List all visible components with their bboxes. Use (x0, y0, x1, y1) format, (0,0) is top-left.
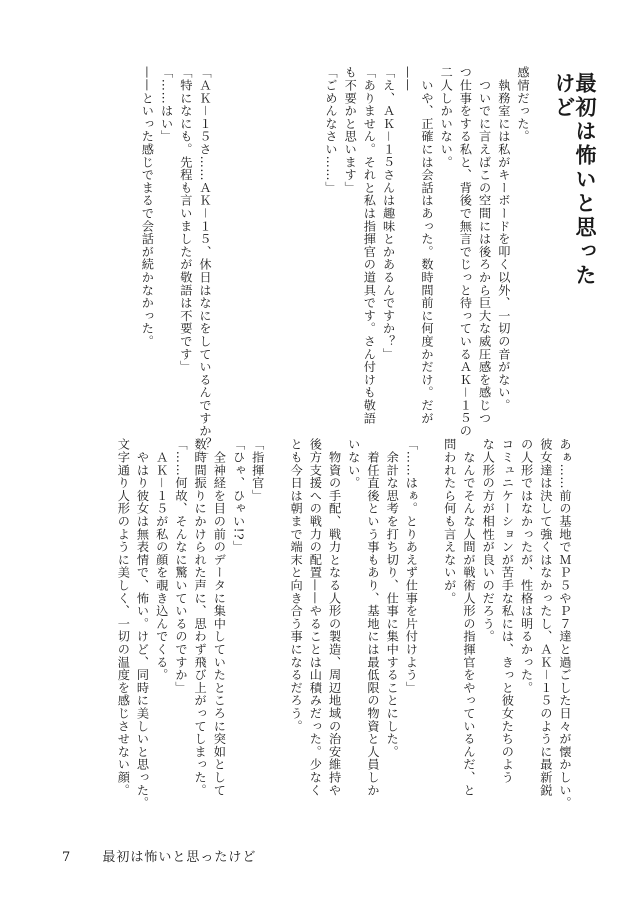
text-column: の人形ではなかったが、性格は明るかった。 (519, 438, 534, 694)
text-column: —— (400, 66, 415, 92)
text-column: いや、正確には会話はあった。数時間前に何度かだけ。だが (419, 66, 434, 425)
text-column: コミュニケーションが苦手な私には、きっと彼女たちのよう (500, 438, 515, 784)
text-column: 彼女達は決して強くはなかったし、ＡＫ－１５のように最新鋭 (538, 438, 553, 797)
text-column: 執務室には私がキーボードを叩く以外、一切の音がない。 (496, 66, 511, 412)
text-column: ＡＫ－１５が私の顔を覗き込んでくる。 (154, 438, 169, 682)
text-column (420, 438, 439, 800)
text-column: 「特になにも。先程も言いましたが敬語は不要です」 (178, 66, 193, 374)
chapter-title: 最初は怖いと思ったけど (552, 72, 598, 288)
text-column: 数時間振りにかけられた声に、思わず飛び上がってしまった。 (193, 438, 208, 797)
text-column: 着任直後という事もあり、基地には最低限の物資と人員しか (365, 438, 380, 797)
text-column: いない。 (346, 438, 361, 490)
text-column: とも今日は朝まで端末と向き合う事になるだろう。 (289, 438, 304, 733)
text-column (267, 438, 286, 800)
text-column: な人形の方が相性が良いのだろう。 (481, 438, 496, 643)
text-column: 「指揮官」 (250, 438, 265, 502)
text-column: 「ＡＫ－１５さ……ＡＫ－１５、休日はなにをしているんですか？」 (198, 66, 212, 463)
text-column: 「……何故、そんなに驚いているのですか」 (173, 438, 188, 694)
text-column: 二人しかいない。 (439, 66, 454, 169)
running-title: 最初は怖いと思ったけど (102, 850, 257, 865)
text-column: やはり彼女は無表情で、怖い。けど、同時に美しいと思った。 (135, 438, 150, 810)
text-column: 「え、ＡＫ－１５さんは趣味とかあるんですか？」 (381, 66, 396, 361)
text-block-lower (113, 438, 574, 810)
text-block-upper-right (321, 66, 532, 438)
text-column: 感情だった。 (516, 66, 530, 143)
text-block-upper-left (137, 66, 214, 463)
text-column: なんでそんな人間が戦術人形の指揮官をやっているんだ、と (461, 438, 476, 797)
page-footer (62, 846, 256, 865)
page-number: 7 (62, 850, 72, 865)
text-column: も不要かと思います」 (343, 66, 358, 194)
text-column: 全神経を目の前のデータに集中していたところに突如として (212, 438, 227, 797)
text-column: あぁ……前の基地でＭＰ５やＰ７達と過ごした日々が懐かしい。 (558, 438, 572, 810)
text-column: 問われたら何も言えないが。 (442, 438, 457, 605)
text-column: ——といった感じでまるで会話が続かなかった。 (140, 66, 155, 348)
text-column: 「ひゃ、ひゃい!?」 (231, 438, 246, 554)
text-column: つ仕事をする私と、背後で無言でじっと待っているＡＫ－１５の (458, 66, 473, 438)
text-column: ついでに言えばこの空間には後ろから巨大な威圧感を感じつ (477, 66, 492, 425)
text-column: 余計な思考を打ち切り、仕事に集中することにした。 (385, 438, 400, 758)
text-column: 「ごめんなさい……」 (323, 66, 338, 194)
text-column: 「ありません。それと私は指揮官の道具です。さん付けも敬語 (362, 66, 377, 425)
text-column: 文字通り人形のように美しく、一切の温度を感じさせない顔。 (116, 438, 131, 797)
text-column: 「……はぁ。とりあえず仕事を片付けよう」 (404, 438, 419, 694)
text-column: 後方支援への戦力の配置——やることは山積みだった。少なく (308, 438, 323, 797)
text-column: 「……はい」 (159, 66, 174, 143)
text-column: 物資の手配、戦力となる人形の製造、周辺地域の治安維持や (327, 438, 342, 797)
